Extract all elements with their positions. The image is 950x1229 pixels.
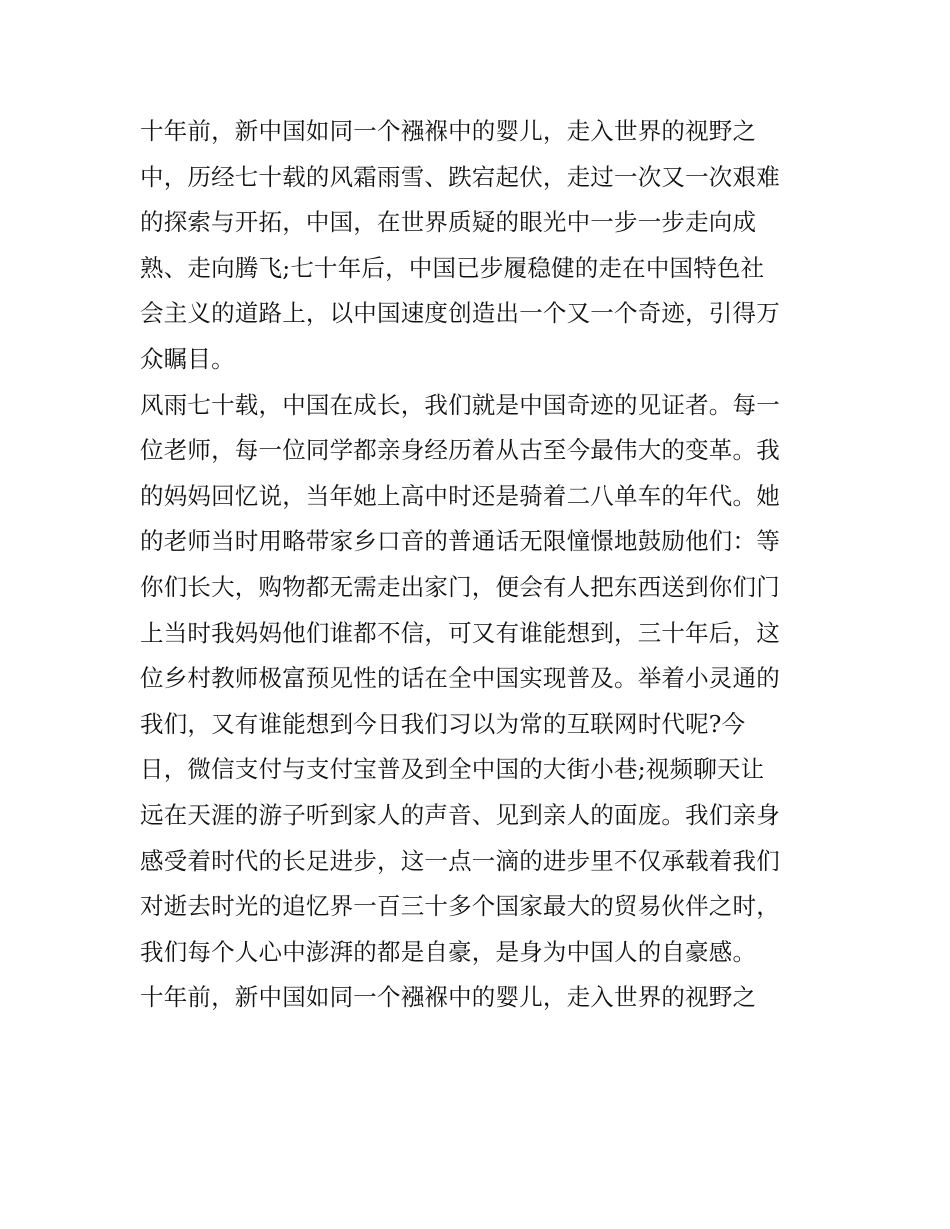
text-line: 对逝去时光的追忆界一百三十多个国家最大的贸易伙伴之时， bbox=[140, 892, 780, 921]
text-line: 的探索与开拓，中国，在世界质疑的眼光中一步一步走向成 bbox=[140, 208, 757, 237]
text-line: 位老师，每一位同学都亲身经历着从古至今最伟大的变革。我 bbox=[140, 436, 780, 465]
body-text bbox=[140, 109, 820, 1021]
text-line: 十年前，新中国如同一个襁褓中的婴儿，走入世界的视野之 bbox=[140, 983, 757, 1012]
text-line: 熟、走向腾飞;七十年后，中国已步履稳健的走在中国特色社 bbox=[140, 253, 765, 282]
text-line: 众瞩目。 bbox=[140, 344, 235, 373]
text-line: 日，微信支付与支付宝普及到全中国的大街小巷;视频聊天让 bbox=[140, 755, 765, 784]
text-line: 上当时我妈妈他们谁都不信，可又有谁能想到，三十年后，这 bbox=[140, 618, 780, 647]
text-line: 的妈妈回忆说，当年她上高中时还是骑着二八单车的年代。她 bbox=[140, 481, 780, 510]
text-line: 中，历经七十载的风霜雨雪、跌宕起伏，走过一次又一次艰难 bbox=[140, 162, 780, 191]
text-line: 你们长大，购物都无需走出家门，便会有人把东西送到你们门 bbox=[140, 572, 780, 601]
text-line: 十年前，新中国如同一个襁褓中的婴儿，走入世界的视野之 bbox=[140, 117, 757, 145]
text-line: 我们每个人心中澎湃的都是自豪，是身为中国人的自豪感。 bbox=[140, 937, 757, 966]
text-line: 会主义的道路上，以中国速度创造出一个又一个奇迹，引得万 bbox=[140, 299, 780, 328]
text-line: 我们，又有谁能想到今日我们习以为常的互联网时代呢?今 bbox=[140, 709, 746, 738]
text-line: 位乡村教师极富预见性的话在全中国实现普及。举着小灵通的 bbox=[140, 664, 780, 693]
text-line: 的老师当时用略带家乡口音的普通话无限憧憬地鼓励他们：等 bbox=[140, 527, 780, 556]
text-line: 远在天涯的游子听到家人的声音、见到亲人的面庞。我们亲身 bbox=[140, 800, 780, 829]
text-line: 风雨七十载，中国在成长，我们就是中国奇迹的见证者。每一 bbox=[140, 390, 780, 419]
text-line: 感受着时代的长足进步，这一点一滴的进步里不仅承载着我们 bbox=[140, 846, 780, 875]
